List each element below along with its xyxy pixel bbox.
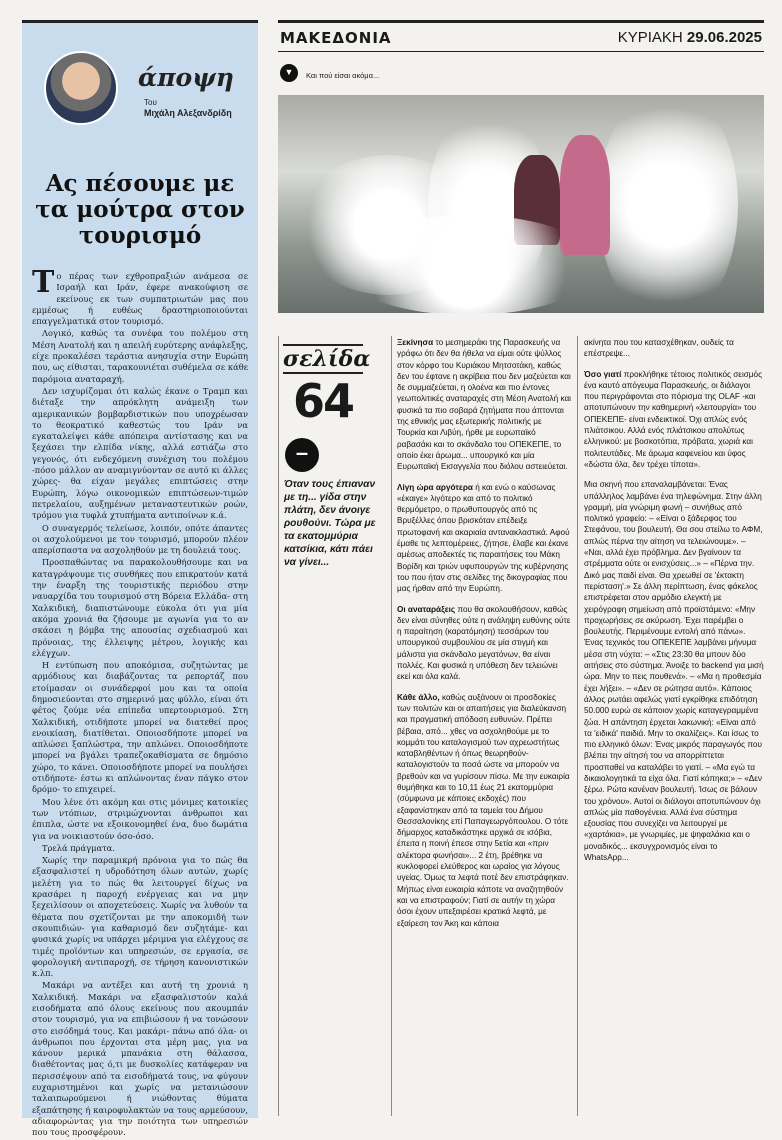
lead-in: Λίγη ώρα αργότερα bbox=[397, 482, 473, 492]
middle-column bbox=[397, 337, 571, 938]
paragraph bbox=[397, 604, 571, 683]
masthead bbox=[278, 20, 764, 52]
teaser-text: Όταν τους έπιαναν με τη... γίδα στην πλάτη, δεν άνοιγε ρουθούνι. Τώρα με τα εκατομμύρια κατσίκια, κάτι πάει να γίνει... bbox=[284, 479, 376, 568]
paragraph-text: το μεσημεράκι της Παρασκευής να γράφω ότι δεν θα ήθελα να είμαι ούτε ψύλλος στον κόρφο του Κυριάκου Μητσοτάκη, καθώς δεν του έφτανε η ακρίβεια που δεν μαζεύεται και δε συμμαζεύεται, η ολοένα και πιο έντονες γεωπολιτικές αναταραχές στη Μέση Ανατολή και φυσικά τα πιο σοβαρά ζητήματα που άπτονται της εθνικής μας εξωτερικής πολιτικής με Τουρκία και Λιβύη, ήρθε με ευρωπαϊκό ραβασάκι και το σκάνδαλο του ΟΠΕΚΕΠΕ, το οποίο έκει άρωμα... υπουργικό και μία Ευρωπαϊκή Εισαγγελία που διόλου αστειεύεται. bbox=[397, 338, 571, 472]
by-label: Του bbox=[144, 98, 157, 107]
lead-in: Οι αναταράξεις bbox=[397, 604, 456, 614]
paragraph bbox=[397, 482, 571, 595]
issue-day: ΚΥΡΙΑΚΗ bbox=[617, 29, 683, 46]
paragraph bbox=[584, 479, 764, 863]
caption-triangle-icon: ▼ bbox=[280, 64, 298, 82]
paragraph: Μακάρι να αντέξει και αυτή τη χρονιά η Χαλκιδική. Μακάρι να εξασφαλιστούν καλά εισοδήματα από όλους εκείνους που ακουμπάν στον τουρισμό, για να επιβιώσουν ή να τονώσουν στο εισόδημά τους. Και μακάρι- πάνω από όλα- οι άνθρωποι που έρχονται στα μέρη μας, για να κάνουν μερικά μπανάκια στη θάλασσα, διαθέτοντας μας ό,τι με δυσκολίες κατάφεραν να περισσέψουν από τα εισοδήματά τους, να φύγουν ευχαριστημένοι και χωρίς να μετανιώσουν ταλαιπωρούμενοι ή νιώθοντας θύματα εξαπάτησης ή καιροφυλακτών να τους αρμεύσουν, αδιαφορώντας για την ποιότητα των υπηρεσιών που τους προσφέρουν. bbox=[32, 980, 248, 1138]
paragraph bbox=[397, 337, 571, 473]
minus-icon: – bbox=[285, 438, 319, 472]
paragraph: Μου λένε ότι ακόμη και στις μόνιμες κατοικίες των ντόπιων, στριμώχνονται άνθρωποι και έπιπλα, ώστε να εξοικονομηθεί ένα, δυο δωμάτια για να νοικιαστούν όσο-όσο. bbox=[32, 796, 248, 841]
column-divider bbox=[577, 336, 578, 1116]
lead-in: Κάθε άλλο, bbox=[397, 692, 440, 702]
page-number: 64 bbox=[292, 374, 353, 428]
paragraph-text: ή και ενώ ο καύσωνας «έκαιγε» λιγότερο και από το πολιτικό θερμόμετρο, ο πρωθυπουργός από τις Βρυξέλλες όπου βρισκόταν επέδειξε πρωτοφανή και ακαριαία αντανακλαστικά. Αφού έμαθε τις λεπτομέρειες, ζήτησε, έλαβε και έκανε αμέσως αποδεκτές τις παραιτήσεις του Μάκη Βορίδη και τριών υφυπουργών της κυβέρνησης του που ήταν στις σελίδες της δικογραφίας που μας ήρθαν από την Ευρώπη. bbox=[397, 482, 570, 594]
author-avatar bbox=[44, 51, 118, 125]
paragraph: Χωρίς την παραμικρή πρόνοια για το πώς θα εξασφαλιστεί η υδροδότηση όλων αυτών, χωρίς μελέτη για το πώς θα λειτουργεί δίχως να κρασάρει η παροχή ενέργειας και να μην ξεχειλίσουν οι αποχετεύσεις. Χωρίς να λυθούν τα θέματα που σχετίζονται με την αποκομιδή των σκουπιδιών- για καθαρισμό δεν συζητάμε- και φυσικά χωρίς να υπάρχει μέριμνα για ελέγχους σε τιμές προϊόντων και υπηρεσιών, σε εργασία, σε φορολογική αντιπαροχή, σε τήρηση κανονιστικών κ.λπ. bbox=[32, 855, 248, 979]
lead-in: Ξεκίνησα bbox=[397, 338, 434, 347]
paragraph: Το πέρας των εχθροπραξιών ανάμεσα σε Ισραήλ και Ιράν, έφερε ανακούφιση σε εκείνους εκ των συμπατριωτών μας που εμμέσως ή ευθέως δραστηριοποιούνται επαγγελματικά στον τουρισμό. bbox=[32, 265, 248, 327]
paragraph: Δεν ισχυρίζομαι ότι καλώς έκανε ο Τραμπ και διέταξε την απρόκλητη ανάμειξη των αμερικανικών βομβαρδιστικών που υποχρέωσαν το θεοκρατικό καθεστώς του Ιράν να εγκαταλείψει κάθε απόπειρα αντίστασης και να ξεχάσει την ελπίδα νίκης, αλλά εστιάζω στο γεγονός, ότι ενδεχόμενη συνέχιση του πολέμου -πόσο μάλλον αν αναμιγνύονταν σε αυτό κι άλλες χώρες- θα είχαν μεγάλες επιπτώσεις στην Ευρώπη, λόγω οικονομικών επιπτώσεων-τιμών πετρελαίου, αυξημένων μεταναστευτικών ροών, τρόμου για τυφλά χτυπήματα αντιποίνων κ.ά. bbox=[32, 385, 248, 521]
photo-caption: Και πού είσαι ακόμα... bbox=[306, 71, 380, 80]
paragraph-text: που θα ακολουθήσουν, καθώς δεν είναι σύνηθες ούτε η ανάληψη ευθύνης ούτε η παραίτηση (καρατόμηση) τεσσάρων του υπουργικού συμβουλίου σε μία στιγμή και μάλιστα για σκάνδαλο μεγατόνων, θα είναι πολλές. Και φυσικά η υπόθεση δεν τελειώνει εκεί και όλα καλά. bbox=[397, 604, 571, 682]
paragraph-text: προκλήθηκε τέτοιος πολιτικός σεισμός ένα καυτό απόγευμα Παρασκευής, οι διάλογοι που περιγράφονται στο πόρισμα της OLAF -και αποτυπώνουν την καθημερινή «λειτουργία» του ΟΠΕΚΕΠΕ- είναι ενδεικτικοί. Όχι απλώς ενός πλιάτσικου. Αλλά ενός πλιάτσικου απολύτως ελληνικού: με βοσκοτόπια, πρόβατα, χωριά και πολιτευτάδες. Με άρωμα καφενείου και ύφος «δώστα όλα, δεν τρέχει τίποτα». bbox=[584, 369, 763, 469]
column-divider bbox=[278, 336, 279, 1116]
page-label: σελίδα bbox=[283, 346, 371, 372]
right-column bbox=[584, 337, 764, 872]
newspaper-name: ΜΑΚΕΔΟΝΙΑ bbox=[280, 29, 392, 47]
paragraph-text: ακίνητα που του κατασχέθηκαν, ουδείς τα επέστρεψε... bbox=[584, 338, 734, 359]
author-name: Μιχάλη Αλεξανδρίδη bbox=[144, 108, 232, 118]
opinion-body bbox=[32, 265, 248, 1139]
opinion-headline: Ας πέσουμε με τα μούτρα στον τουρισμό bbox=[35, 170, 245, 249]
fountain-photo bbox=[278, 95, 764, 313]
paragraph-text: Μια σκηνή που επαναλαμβάνεται: Ένας υπάλληλος λαμβάνει ένα τηλεφώνημα. Στην άλλη γραμμή, μία γνώριμη φωνή – συνήθως από πολιτικό γραφείο: – «Είναι ο ξάδερφος του Στεφάνου, του βουλευτή. Θα σου στείλω το ΑΦΜ, απλώς πέρνα την αίτηση να τελειώνουμε». – «Ναι, αλλά έχει πρόβλημα. Δεν βγαίνουν τα στρέμματα ούτε οι ενισχύσεις...» – «Πέρνα την. Δικό μας παιδί είναι. Θα χρεωθεί σε 'έκτακτη περίσταση'.» Σε άλλη περίπτωση, ένας φάκελος επιστρέφεται στον αρμόδιο ελεγκτή με χειρόγραφη σημείωση από προϊστάμενο: «Μην προχωρήσεις σε ακύρωση. Έχει παρέμβει ο βουλευτής. Περιμένουμε εντολή από πάνω». Ένας τεχνικός του ΟΠΕΚΕΠΕ λαμβάνει μήνυμα μέσα στη νύχτα: – «Στις 23:30 θα μπουν δύο αιτήσεις στο σύστημα. Άνοιξε το backend για μισή ώρα. Μην το πεις πουθενά». – «Μα η προθεσμία έχει λήξει». – «Δεν σε ρώτησα αυτό». Κάποιος άλλος ρωτάει αφελώς γιατί εγκρίθηκε επιδότηση 50.000 ευρώ σε κάποιον χωρίς καταγεγραμμένα ζώα. Η απάντηση έρχεται λακωνική: «Είναι από τα 'ειδικά' παιδιά. Μην το σκαλίζεις». Και ίσως το πιο ελληνικό όλων: Ένας μικρός παραγωγός που βλέπει την αίτησή του να απορρίπτεται προσπαθεί να καταλάβει το γιατί. – «Μα εγώ τα δικαιολογητικά τα είχα όλα. Γιατί κόπηκα;» – «Δεν ξέρω. Ρώτα κανέναν βουλευτή. Ίσως σε βάλουν του χρόνου». Αυτοί οι διάλογοι αποτυπώνουν όχι απλώς μία παθογένεια. Αλλά ένα σύστημα εξουσίας που συνεχίζει να λειτουργεί με «χαρτάκια», με γνωριμίες, με ψηφαλάκια και ο μοναδικός... εκσυγχρονισμός είναι το WhatsApp... bbox=[584, 480, 764, 863]
paragraph: Η εντύπωση που αποκόμισα, συζητώντας με αρμόδιους και διαβάζοντας τα ρεπορτάζ που ετοίμασαν οι συνάδερφοί μου και τα οποία δημοσιεύονται στο σημερινό μας φύλλο, είναι ότι φέτος ζούμε νέα επίπεδα υπερτουρισμού. Στη Χαλκιδική, οτιδήποτε μπορεί να διατεθεί προς ενοικίαση, διατίθεται. Οποιοσδήποτε μπορεί να απλώσει ξαπλώστρα, την απλώνει. Οποιοσδήποτε μπορεί να βγάλει τραπεζοκαθίσματα σε δημόσιο χώρο, το κάνει. Οποιοσδήποτε μπορεί να πουλήσει οτιδήποτε- έστω κι απλώνοντας έναν πάγκο στον δρόμο- το επιχειρεί. bbox=[32, 660, 248, 795]
paragraph: Τρελά πράγματα. bbox=[42, 842, 115, 853]
paragraph: Λογικό, καθώς τα συνέφα του πολέμου στη Μέση Ανατολή και η απειλή ευρύτερης ανάφλεξης, είχε προκαλέσει τεράστια ανησυχία στην Ευρώπη που, ως είθισται, ταρακουνιέται συθέμελα σε κάθε παρόμοια αναταραχή. bbox=[32, 328, 248, 384]
paragraph: Προσπαθώντας να παρακολουθήσουμε και να καταγράψουμε τις συνθήκες που επικρατούν κατά την έναρξη της τουριστικής περιόδου στην ναυαρχίδα του τουρισμού στη Βόρεια Ελλάδα- στη Χαλκιδική, διαπιστώνουμε εύκολα ότι για μία ακόμα χρονιά θα ζήσουμε με αγωνία για το αν σκάσει η βόμβα της απουσίας σχεδιασμού και πρόνοιας, της έλλειψης μέτρου, λογικής και ελέγχων. bbox=[32, 557, 248, 658]
issue-date bbox=[618, 29, 762, 46]
opinion-column bbox=[22, 20, 258, 1138]
opinion-header bbox=[32, 23, 248, 141]
column-divider bbox=[391, 336, 392, 1116]
paragraph bbox=[397, 692, 571, 929]
opinion-label: άποψη bbox=[138, 63, 234, 92]
paragraph bbox=[584, 337, 764, 360]
paragraph-text: καθώς αυξάνουν οι προσδοκίες των πολιτών και οι απαιτήσεις για διαλεύκανση και πραγματική απόδοση ευθυνών. Πρέπει βέβαια, από... χθες να ασχοληθούμε με το κομμάτι του καταλογισμού των αχρεωστήτως καταβληθέντων ή όπως θεωρηθούν-καταλογιστούν τα ποσά ώστε να μπορούν να βρεθούν και να γυρίσουν πίσω. Με την ευκαιρία θυμήθηκα και το 10,11 έως 21 εκατομμύρια (σύμφωνα με κάποιες εκδοχές) που εξαφανίστηκαν από τα ταμεία του Δήμου Θεσσαλονίκης επί Παπαγεωργόπουλου. Ο τότε δήμαρχος καταδικάστηκε αρχικά σε ισόβια, έπειτα η ποινή έπεσε στην 5ετία και «πριν αλέκτορα φωνήσαι»... 2 έτη, βρέθηκε να κυκλοφορεί ελεύθερος και ωραίος για λόγους υγείας. Όμως τα λεφτά ποτέ δεν επιστράφηκαν. Μήπως είναι ευκαιρία κάποτε να αναζητηθούν και να επιστραφούν; Γιατί σε αυτήν τη χώρα όσοι έχουν υπεξαιρέσει κρατικά λεφτά, με εξαίρεση τον Άκη και κάποια bbox=[397, 692, 570, 928]
lead-in: Όσο γιατί bbox=[584, 369, 622, 379]
paragraph: Ο συναγερμός τελείωσε, λοιπόν, οπότε άπαντες οι ασχολούμενοι με τον τουρισμό, μπορούν πλέον απερίσπαστα να ασχοληθούν με τη δουλειά τους. bbox=[32, 522, 248, 556]
paragraph bbox=[584, 369, 764, 471]
page-number-box bbox=[283, 344, 371, 428]
issue-date-value: 29.06.2025 bbox=[686, 29, 762, 46]
